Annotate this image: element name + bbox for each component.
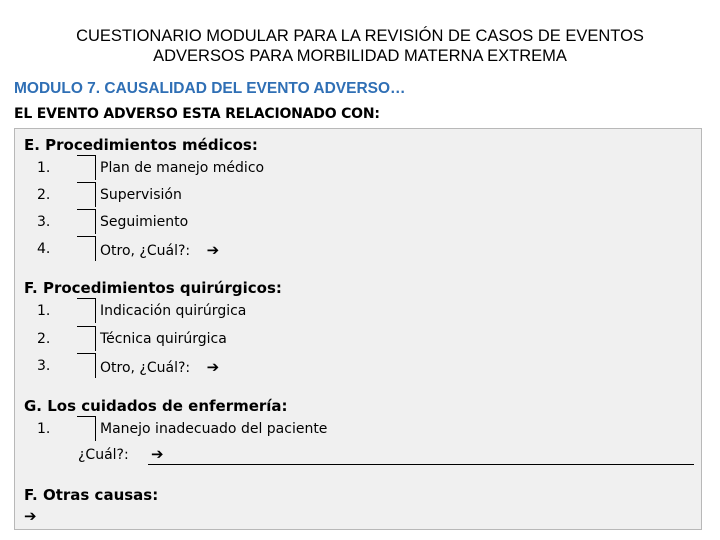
item-label: Técnica quirúrgica xyxy=(100,331,227,347)
item-label: Indicación quirúrgica xyxy=(100,303,247,319)
checkbox[interactable] xyxy=(77,209,96,234)
section-e-item-4 xyxy=(37,236,637,262)
item-label: Manejo inadecuado del paciente xyxy=(100,421,328,437)
item-label: Seguimiento xyxy=(100,214,189,230)
section-other-causes-title: F. Otras causas: xyxy=(24,486,159,504)
title-line-2: ADVERSOS PARA MORBILIDAD MATERNA EXTREMA xyxy=(153,47,567,65)
checkbox[interactable] xyxy=(77,155,96,180)
section-e-title: E. Procedimientos médicos: xyxy=(24,136,258,154)
item-number: 2. xyxy=(37,331,51,347)
questionnaire-panel xyxy=(14,128,702,530)
item-label: Supervisión xyxy=(100,187,182,203)
related-heading: EL EVENTO ADVERSO ESTA RELACIONADO CON: xyxy=(14,106,380,122)
item-number: 1. xyxy=(37,160,51,176)
section-e-item-3 xyxy=(37,209,637,235)
checkbox[interactable] xyxy=(77,416,96,441)
item-label-text: Otro, ¿Cuál?: xyxy=(100,360,191,376)
checkbox[interactable] xyxy=(77,353,96,378)
section-e-item-2 xyxy=(37,182,637,208)
document-title xyxy=(0,26,720,66)
item-label-text: Otro, ¿Cuál?: xyxy=(100,243,191,259)
module-heading: MODULO 7. CAUSALIDAD DEL EVENTO ADVERSO… xyxy=(14,80,406,97)
item-number: 3. xyxy=(37,358,51,374)
section-f-item-3 xyxy=(37,353,637,379)
item-number: 1. xyxy=(37,303,51,319)
title-line-1: CUESTIONARIO MODULAR PARA LA REVISIÓN DE CASOS DE EVENTOS xyxy=(76,27,644,45)
item-number: 2. xyxy=(37,187,51,203)
section-f-title: F. Procedimientos quirúrgicos: xyxy=(24,279,282,297)
item-number: 3. xyxy=(37,214,51,230)
item-label: Plan de manejo médico xyxy=(100,160,265,176)
section-g-title: G. Los cuidados de enfermería: xyxy=(24,397,288,415)
cual-answer-line[interactable] xyxy=(148,464,694,465)
arrow-right-icon: ➔ xyxy=(24,507,37,525)
section-f-item-2 xyxy=(37,326,637,352)
item-label xyxy=(100,241,219,259)
arrow-right-icon: ➔ xyxy=(206,358,220,376)
section-f-item-1 xyxy=(37,298,637,324)
checkbox[interactable] xyxy=(77,326,96,351)
checkbox[interactable] xyxy=(77,182,96,207)
checkbox[interactable] xyxy=(77,236,96,261)
item-number: 4. xyxy=(37,241,51,257)
item-label xyxy=(100,358,219,376)
checkbox[interactable] xyxy=(77,298,96,323)
cual-label: ¿Cuál?: xyxy=(78,447,129,463)
section-e-item-1 xyxy=(37,155,637,181)
section-g-item-1 xyxy=(37,416,637,442)
item-number: 1. xyxy=(37,421,51,437)
arrow-right-icon: ➔ xyxy=(206,241,220,259)
arrow-right-icon: ➔ xyxy=(151,445,164,463)
